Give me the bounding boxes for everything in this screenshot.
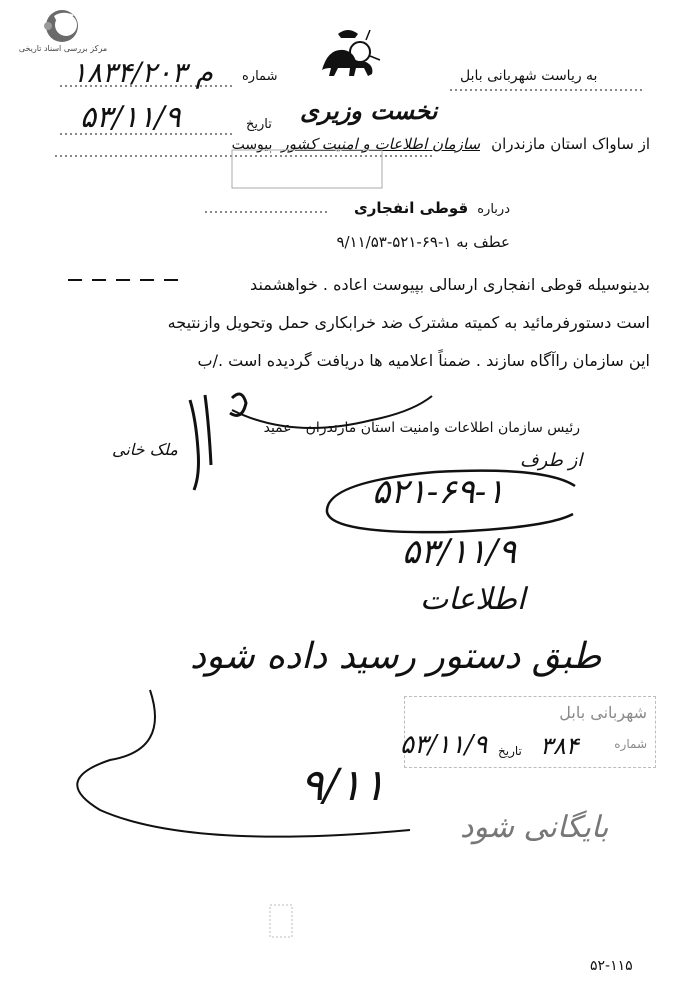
number-value: ۱۸۳۴/م ۲۰۳ — [72, 56, 213, 89]
body-line-1: بدینوسیله قوطی انفجاری ارسالی بپیوست اعاده . خواهشمند — [250, 275, 650, 294]
from-prefix: از ساواک استان مازندران — [491, 135, 650, 153]
subministry-stamp: سازمان اطلاعات و امنیت کشور — [281, 135, 481, 153]
from-attachment: پیوست — [231, 137, 273, 153]
instruction-note: طبق دستور رسید داده شود — [190, 636, 602, 677]
stamp-line-2: شماره — [614, 737, 647, 751]
subject-text: قوطی انفجاری — [354, 199, 469, 217]
signature-tail — [232, 396, 432, 428]
signature-scribble — [190, 394, 246, 490]
stamp-number: ۳۸۴ — [540, 732, 579, 760]
signature-name: ملک خانی — [112, 440, 178, 459]
stamp-line-1: شهربانی بابل — [559, 703, 647, 722]
body-line-2: است دستورفرمائید به کمیته مشترک ضد خرابکاری حمل وتحویل وازنتیجه — [167, 313, 650, 332]
page-code: ۵۲-۱۱۵ — [590, 958, 633, 974]
ministry-title: نخست وزیری — [300, 96, 438, 125]
signature-title: رئیس سازمان اطلاعات وامنیت استان مازندران - عمید — [263, 420, 580, 436]
archive-note: بایگانی شود — [460, 810, 609, 845]
long-curve — [77, 690, 410, 837]
date-note: ۵۳/۱۱/۹ — [402, 532, 517, 572]
stamp-date-label: تاریخ — [498, 744, 522, 758]
stamp-date-value: ۵۳/۱۱/۹ — [400, 730, 488, 760]
signature-for: از طرف — [520, 450, 583, 471]
bottom-date-note: ۹/۱۱ — [300, 760, 386, 811]
body-line-3: این سازمان راآگاه سازند . ضمناً اعلامیه ها دریافت گردیده است ./ب — [197, 351, 650, 370]
ref-circle-loop — [327, 471, 575, 533]
number-label: شماره — [242, 69, 278, 84]
date-label: تاریخ — [246, 117, 272, 132]
ref-circle-note: ۵۲۱-۶۹-۱ — [372, 472, 505, 512]
date-value: ۵۳/۱۱/۹ — [80, 100, 181, 135]
info-note: اطلاعات — [420, 582, 526, 617]
recipient: به ریاست شهربانی بابل — [460, 68, 598, 84]
scan-mark — [270, 905, 292, 937]
subject-label: درباره — [477, 202, 510, 217]
reference-line: عطف به ۱-۶۹-۵۲۱-۹/۱۱/۵۳ — [336, 233, 510, 251]
archive-caption: مرکز بررسی اسناد تاریخی — [18, 44, 108, 53]
